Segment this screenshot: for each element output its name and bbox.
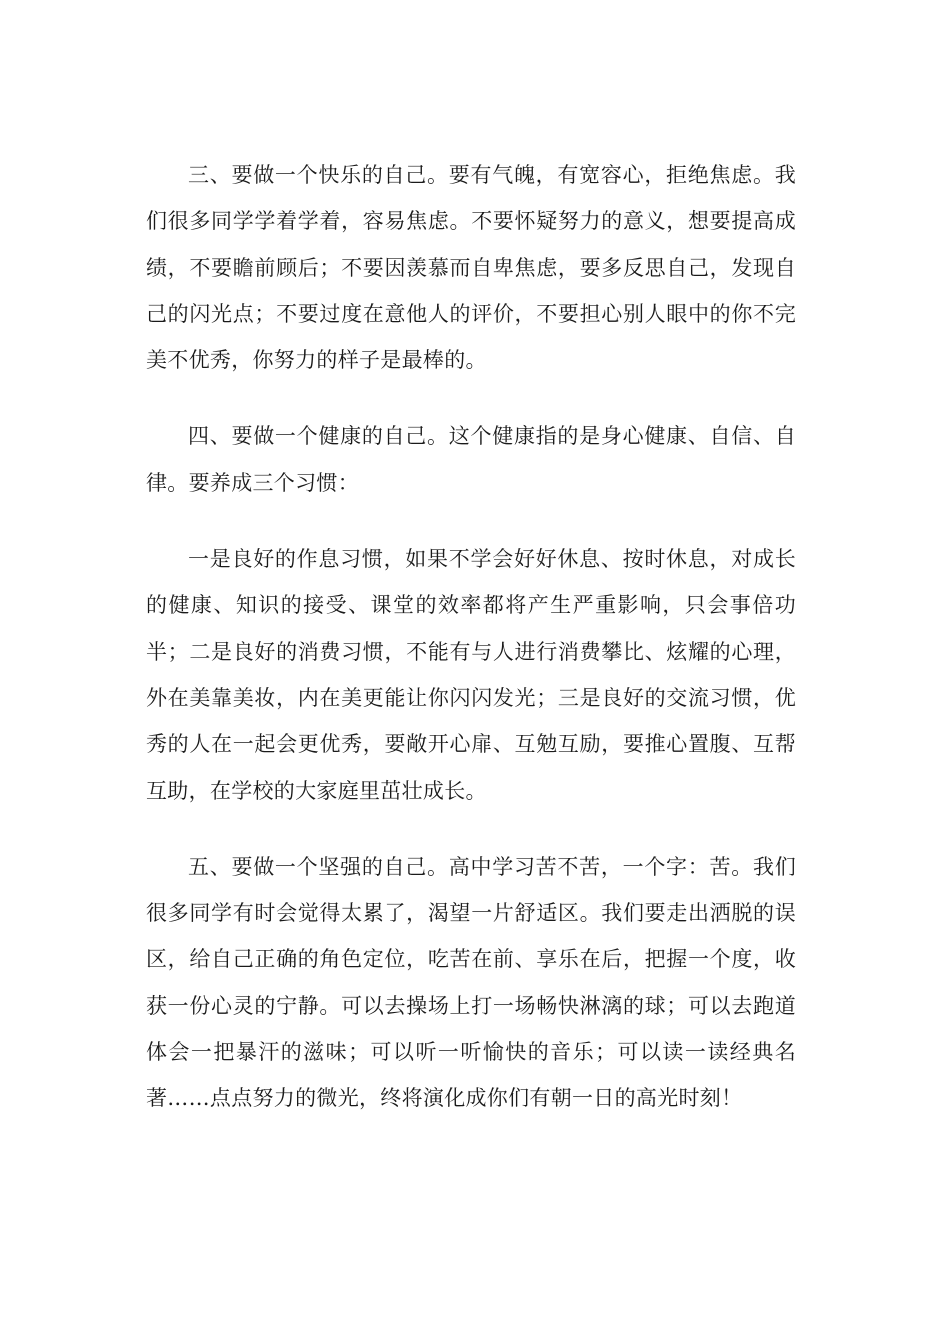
paragraph-healthy-self: 四、要做一个健康的自己。这个健康指的是身心健康、自信、自律。要养成三个习惯： xyxy=(146,424,796,495)
document-body xyxy=(146,152,796,1122)
paragraph-strong-self: 五、要做一个坚强的自己。高中学习苦不苦，一个字：苦。我们很多同学有时会觉得太累了，渴望一片舒适区。我们要走出洒脱的误区，给自己正确的角色定位，吃苦在前、享乐在后，把握一个度，收获一份心灵的宁静。可以去操场上打一场畅快淋漓的球；可以去跑道体会一把暴汗的滋味；可以听一听愉快的音乐；可以读一读经典名著……点点努力的微光，终将演化成你们有朝一日的高光时刻！ xyxy=(146,854,796,1111)
paragraph-happy-self: 三、要做一个快乐的自己。要有气魄，有宽容心，拒绝焦虑。我们很多同学学着学着，容易焦虑。不要怀疑努力的意义，想要提高成绩，不要瞻前顾后；不要因羡慕而自卑焦虑，要多反思自己，发现自己的闪光点；不要过度在意他人的评价，不要担心别人眼中的你不完美不优秀，你努力的样子是最棒的。 xyxy=(146,163,796,373)
paragraph-three-habits: 一是良好的作息习惯，如果不学会好好休息、按时休息，对成长的健康、知识的接受、课堂的效率都将产生严重影响，只会事倍功半；二是良好的消费习惯，不能有与人进行消费攀比、炫耀的心理，外在美靠美妆，内在美更能让你闪闪发光；三是良好的交流习惯，优秀的人在一起会更优秀，要敞开心扉、互勉互励，要推心置腹、互帮互助，在学校的大家庭里茁壮成长。 xyxy=(146,547,796,803)
